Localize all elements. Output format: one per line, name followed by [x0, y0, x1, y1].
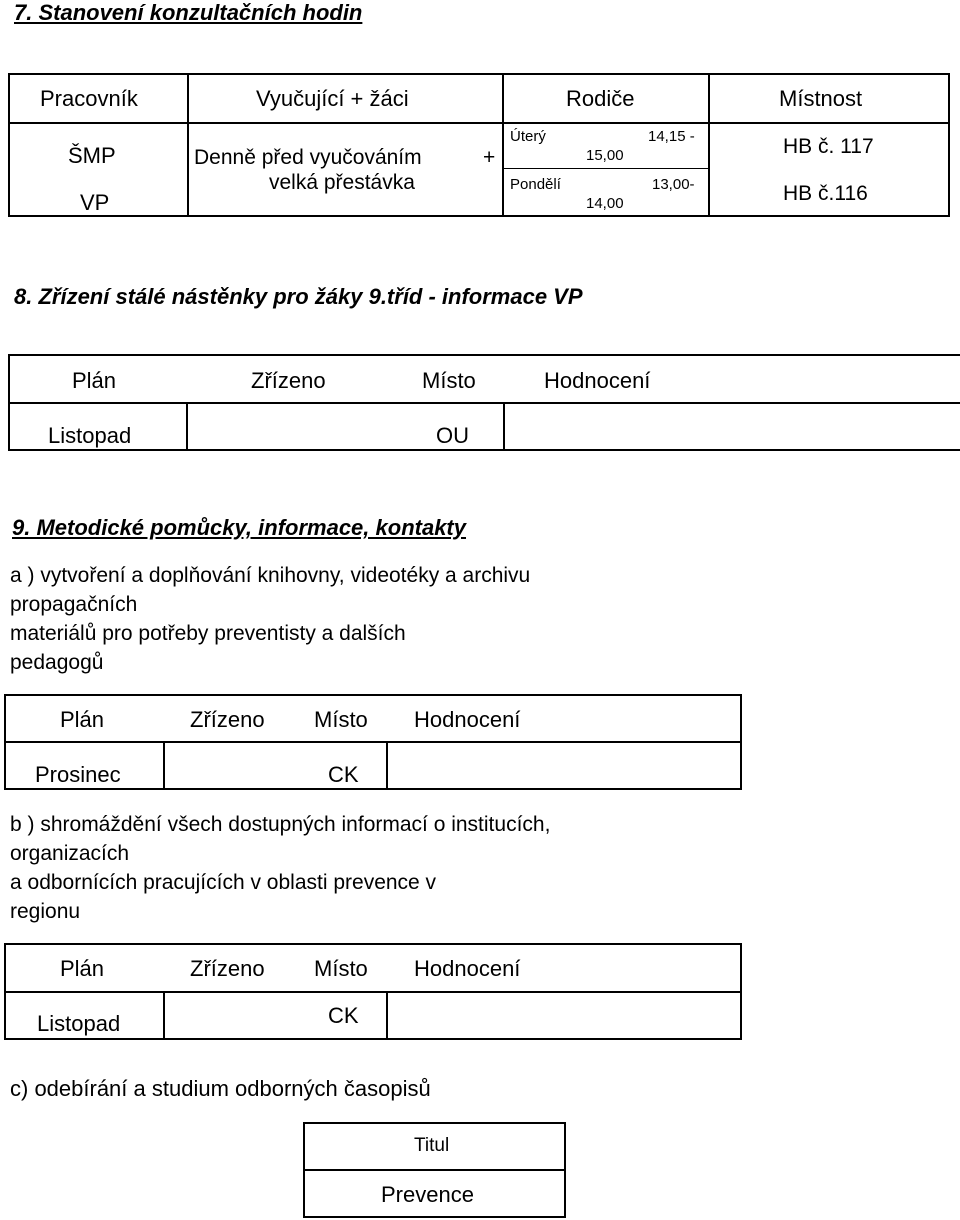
section-8-title: 8. Zřízení stálé nástěnky pro žáky 9.tříd - informace VP: [14, 284, 583, 309]
worker-smp: ŠMP: [68, 143, 116, 168]
table-a-header-evaluation: Hodnocení: [414, 707, 521, 732]
header-room: Místnost: [779, 86, 863, 111]
section-7-title: 7. Stanovení konzultačních hodin: [14, 0, 363, 25]
item-c-text: c) odebírání a studium odborných časopisů: [10, 1076, 431, 1101]
teacher-time-plus: +: [483, 146, 496, 169]
table-b-header-established: Zřízeno: [190, 956, 265, 981]
item-a-line-1: a ) vytvoření a doplňování knihovny, videotéky a archivu: [10, 564, 531, 587]
table-b-row-place: CK: [328, 1003, 359, 1028]
section-9-title: 9. Metodické pomůcky, informace, kontakty: [12, 515, 466, 540]
table-a-row-place: CK: [328, 762, 359, 787]
room-116: HB č.116: [783, 182, 868, 205]
header-parents: Rodiče: [566, 86, 635, 111]
notice-row-plan: Listopad: [48, 423, 132, 448]
parents-day-1: Úterý: [510, 128, 546, 145]
item-b-text: [10, 810, 550, 926]
notice-header-place: Místo: [422, 368, 476, 393]
parents-to-1: 15,00: [586, 147, 624, 164]
notice-header-evaluation: Hodnocení: [544, 368, 651, 393]
table-b-header-evaluation: Hodnocení: [414, 956, 521, 981]
item-a-text: [10, 561, 530, 677]
item-b-line-3: a odbornících pracujících v oblasti prevence v: [10, 871, 437, 894]
teacher-time-line2: velká přestávka: [269, 171, 415, 194]
notice-row-place: OU: [436, 423, 469, 448]
parents-to-2: 14,00: [586, 195, 624, 212]
item-a-line-2: propagačních: [10, 593, 138, 616]
notice-header-established: Zřízeno: [251, 368, 326, 393]
item-a-line-3: materiálů pro potřeby preventisty a dalších: [10, 622, 406, 645]
item-a-line-4: pedagogů: [10, 651, 104, 674]
table-c-header-title: Titul: [414, 1135, 450, 1156]
teacher-time-line1: Denně před vyučováním: [194, 146, 422, 169]
header-teacher-students: Vyučující + žáci: [256, 86, 409, 111]
parents-from-2: 13,00-: [652, 176, 695, 193]
room-117: HB č. 117: [783, 135, 874, 158]
table-c-value: Prevence: [381, 1182, 474, 1207]
table-b-header-plan: Plán: [60, 956, 105, 981]
table-a-header-established: Zřízeno: [190, 707, 265, 732]
table-a-header-plan: Plán: [60, 707, 105, 732]
table-b-header-place: Místo: [314, 956, 368, 981]
table-b-row-plan: Listopad: [37, 1011, 121, 1036]
table-a-header-place: Místo: [314, 707, 368, 732]
worker-vp: VP: [80, 190, 110, 215]
parents-from-1: 14,15 -: [648, 128, 695, 145]
table-a-row-plan: Prosinec: [35, 762, 121, 787]
item-b-line-4: regionu: [10, 900, 81, 923]
item-b-line-2: organizacích: [10, 842, 130, 865]
notice-header-plan: Plán: [72, 368, 117, 393]
item-b-line-1: b ) shromáždění všech dostupných informací o institucích,: [10, 813, 551, 836]
parents-day-2: Pondělí: [510, 176, 561, 193]
header-worker: Pracovník: [40, 86, 138, 111]
